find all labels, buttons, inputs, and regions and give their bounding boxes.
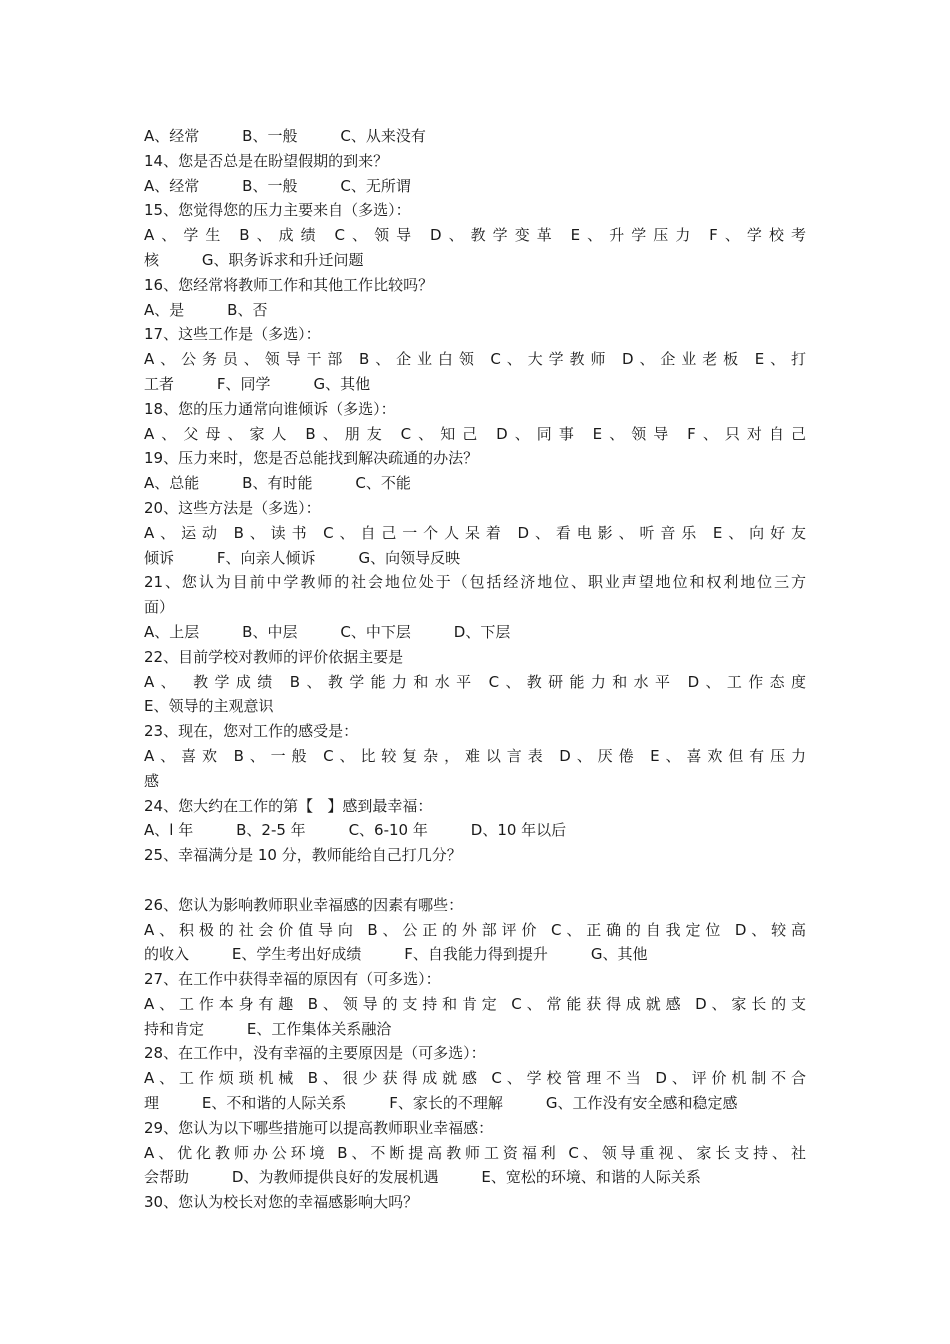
text-line: 20、这些方法是（多选）： [144, 498, 321, 517]
text-line: 26、您认为影响教师职业幸福感的因素有哪些： [144, 895, 464, 914]
text-line: A、l 年 B、2-5 年 C、6-10 年 D、10 年以后 [144, 821, 567, 840]
text-line: A、工作本身有趣 B、领导的支持和肯定 C、常能获得成就感 D、家长的支 [144, 994, 806, 1013]
text-line: 25、幸福满分是 10 分，教师能给自己打几分？ [144, 846, 462, 865]
text-line: 24、您大约在工作的第【 】感到最幸福： [144, 796, 433, 815]
text-line: A、优化教师办公环境 B、不断提高教师工资福利 C、领导重视、家长支持、社 [144, 1143, 806, 1162]
text-line: A、经常 B、一般 C、无所谓 [144, 176, 411, 195]
text-line: A、经常 B、一般 C、从来没有 [144, 127, 426, 145]
text-line: 21、您认为目前中学教师的社会地位处于（包括经济地位、职业声望地位和权利地位三方 [144, 573, 806, 592]
text-line: 持和肯定 E、工作集体关系融洽 [144, 1019, 392, 1038]
text-line: 17、这些工作是（多选）： [144, 325, 321, 344]
text-line: 的收入 E、学生考出好成绩 F、自我能力得到提升 G、其他 [144, 945, 648, 964]
text-line: 倾诉 F、向亲人倾诉 G、向领导反映 [144, 548, 461, 567]
blank-line [144, 868, 806, 893]
text-line: 工者 F、同学 G、其他 [144, 374, 371, 393]
text-line: 会帮助 D、为教师提供良好的发展机遇 E、宽松的环境、和谐的人际关系 [144, 1168, 701, 1187]
text-line: 面） [144, 598, 175, 617]
text-line: 核 G、职务诉求和升迁问题 [144, 250, 364, 269]
text-line: 15、您觉得您的压力主要来自（多选）： [144, 201, 411, 220]
text-line: 14、您是否总是在盼望假期的到来？ [144, 151, 389, 170]
text-line: 19、压力来时，您是否总能找到解决疏通的办法？ [144, 449, 479, 468]
text-line: E、领导的主观意识 [144, 697, 274, 716]
text-line: A、学生 B、成绩 C、领导 D、教学变革 E、升学压力 F、学校考 [144, 226, 806, 245]
text-line: 理 E、不和谐的人际关系 F、家长的不理解 G、工作没有安全感和稳定感 [144, 1094, 738, 1113]
text-line: A、喜欢 B、一般 C、比较复杂，难以言表 D、厌倦 E、喜欢但有压力 [144, 746, 806, 765]
text-line: 18、您的压力通常向谁倾诉（多选）： [144, 399, 396, 418]
text-line: 28、在工作中，没有幸福的主要原因是（可多选）： [144, 1044, 486, 1063]
text-line: 22、目前学校对教师的评价依据主要是 [144, 647, 404, 666]
text-line: 16、您经常将教师工作和其他工作比较吗？ [144, 275, 434, 294]
text-line: A、父母、家人 B、朋友 C、知己 D、同事 E、领导 F、只对自己 [144, 424, 806, 443]
text-line: 29、您认为以下哪些措施可以提高教师职业幸福感： [144, 1118, 494, 1137]
text-line: 30、您认为校长对您的幸福感影响大吗？ [144, 1193, 419, 1212]
text-line: A、是 B、否 [144, 300, 268, 319]
text-line: 23、现在，您对工作的感受是： [144, 722, 359, 741]
text-line: A、 教学成绩 B、教学能力和水平 C、教研能力和水平 D、工作态度 [144, 672, 806, 691]
text-line: A、公务员、领导干部 B、企业白领 C、大学教师 D、企业老板 E、打 [144, 350, 806, 369]
text-line: 感 [144, 771, 160, 790]
text-line: 27、在工作中获得幸福的原因有（可多选）： [144, 970, 441, 989]
text-line: A、总能 B、有时能 C、不能 [144, 474, 411, 493]
text-line: A、工作烦琐机械 B、很少获得成就感 C、学校管理不当 D、评价机制不合 [144, 1069, 806, 1088]
text-line: A、上层 B、中层 C、中下层 D、下层 [144, 622, 511, 641]
text-line: A、运动 B、读书 C、自己一个人呆着 D、看电影、听音乐 E、向好友 [144, 523, 806, 542]
text-line: A、积极的社会价值导向 B、公正的外部评价 C、正确的自我定位 D、较高 [144, 920, 806, 939]
document-page [144, 124, 806, 1215]
